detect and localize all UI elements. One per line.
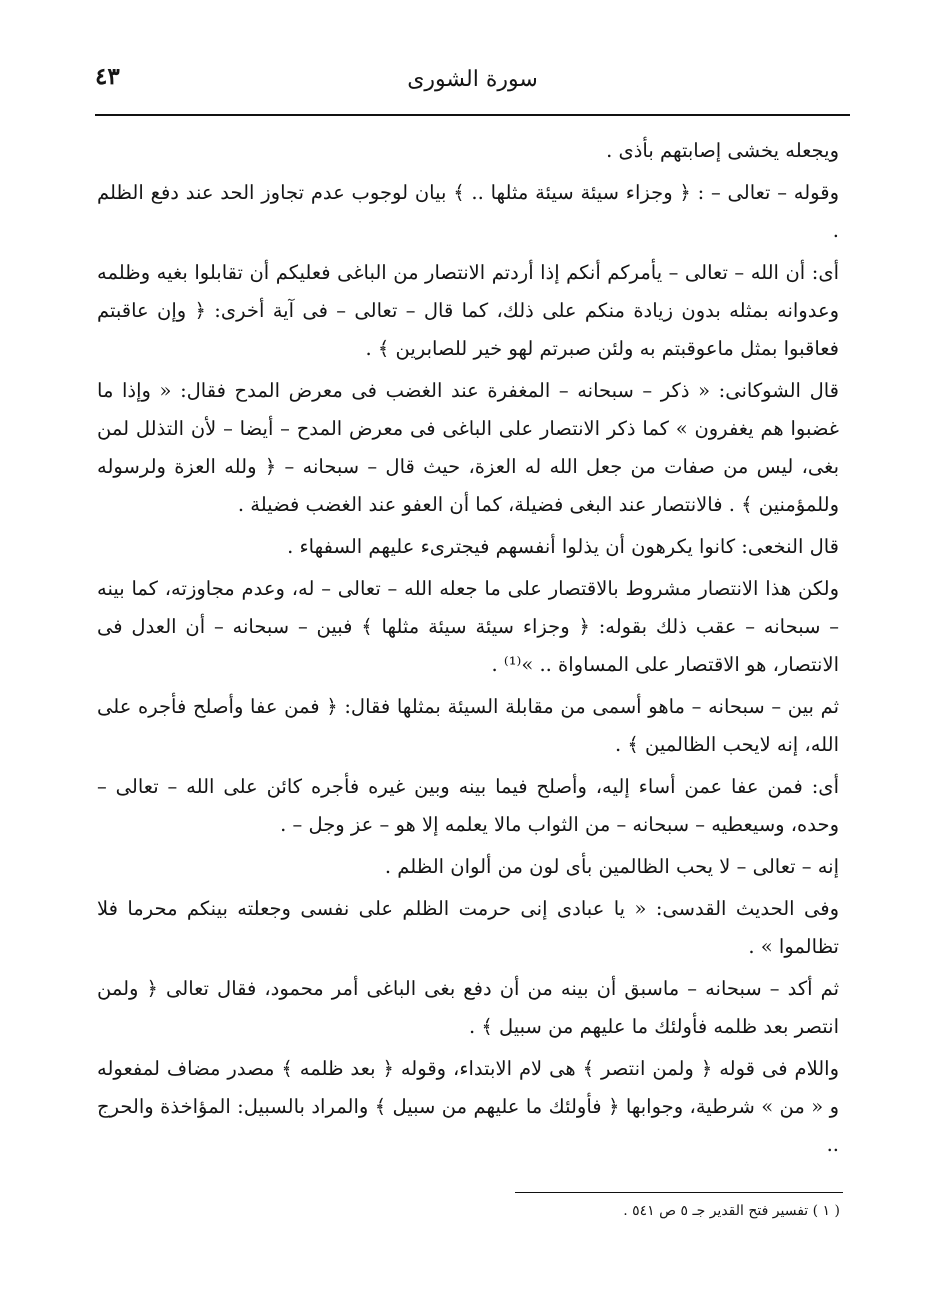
paragraph: ثم بين – سبحانه – ماهو أسمى من مقابلة السيئة بمثلها فقال: ﴿ فمن عفا وأصلح فأجره على الله، إنه لايحب الظالمين ﴾ . bbox=[97, 695, 839, 756]
header-rule bbox=[95, 114, 850, 116]
paragraph: ويجعله يخشى إصابتهم بأذى . bbox=[606, 139, 839, 162]
paragraph: إنه – تعالى – لا يحب الظالمين بأى لون من ألوان الظلم . bbox=[384, 855, 839, 878]
paragraph: قال النخعى: كانوا يكرهون أن يذلوا أنفسهم فيجترىء عليهم السفهاء . bbox=[287, 535, 839, 558]
footnote-rule bbox=[515, 1192, 843, 1193]
surah-title: سورة الشورى bbox=[407, 67, 538, 92]
paragraph: ولكن هذا الانتصار مشروط بالاقتصار على ما جعله الله – تعالى – له، وعدم مجاوزته، كما بينه – سبحانه – عقب ذلك بقوله: ﴿ وجزاء سيئة سيئة مثلها ﴾ فبين – سبحانه – أن العدل فى الانتصار، هو الاقتصار على المساواة .. »⁽¹⁾ . bbox=[97, 577, 839, 676]
paragraph: أى: فمن عفا عمن أساء إليه، وأصلح فيما بينه وبين غيره فأجره كائن على الله – تعالى – وحده، وسيعطيه – سبحانه – من الثواب مالا يعلمه إلا هو – عز وجل – . bbox=[97, 775, 839, 836]
paragraph: ثم أكد – سبحانه – ماسبق أن بينه من أن دفع بغى الباغى أمر محمود، فقال تعالى ﴿ ولمن انتصر بعد ظلمه فأولئك ما عليهم من سبيل ﴾ . bbox=[97, 977, 839, 1038]
footnote: ( ١ ) تفسير فتح القدير جـ ٥ ص ٥٤١ . bbox=[623, 1203, 840, 1219]
page-header bbox=[95, 58, 850, 114]
paragraph: أى: أن الله – تعالى – يأمركم أنكم إذا أردتم الانتصار من الباغى فعليكم أن تقابلوا بغيه وظلمه وعدوانه بمثله بدون زيادة منكم على ذلك، كما قال – تعالى – فى آية أخرى: ﴿ وإن عاقبتم فعاقبوا بمثل ماعوقبتم به ولئن صبرتم لهو خير للصابرين ﴾ . bbox=[97, 261, 839, 360]
paragraph: واللام فى قوله ﴿ ولمن انتصر ﴾ هى لام الابتداء، وقوله ﴿ بعد ظلمه ﴾ مصدر مضاف لمفعوله و « من » شرطية، وجوابها ﴿ فأولئك ما عليهم من سبيل ﴾ والمراد بالسبيل: المؤاخذة والحرج .. bbox=[97, 1057, 839, 1156]
main-text bbox=[97, 132, 839, 1168]
paragraph: وفى الحديث القدسى: « يا عبادى إنى حرمت الظلم على نفسى وجعلته بينكم محرما فلا تظالموا » . bbox=[97, 897, 839, 958]
paragraph: قال الشوكانى: « ذكر – سبحانه – المغفرة عند الغضب فى معرض المدح فقال: « وإذا ما غضبوا هم يغفرون » كما ذكر الانتصار على الباغى فى معرض المدح – أيضا – لأن التذلل لمن بغى، ليس من صفات من جعل الله له العزة، حيث قال – سبحانه – ﴿ ولله العزة ولرسوله وللمؤمنين ﴾ . فالانتصار عند البغى فضيلة، كما أن العفو عند الغضب فضيلة . bbox=[97, 379, 839, 516]
paragraph: وقوله – تعالى – : ﴿ وجزاء سيئة سيئة مثلها .. ﴾ بيان لوجوب عدم تجاوز الحد عند دفع الظلم . bbox=[97, 181, 839, 242]
page-number: ٤٣ bbox=[95, 63, 120, 90]
